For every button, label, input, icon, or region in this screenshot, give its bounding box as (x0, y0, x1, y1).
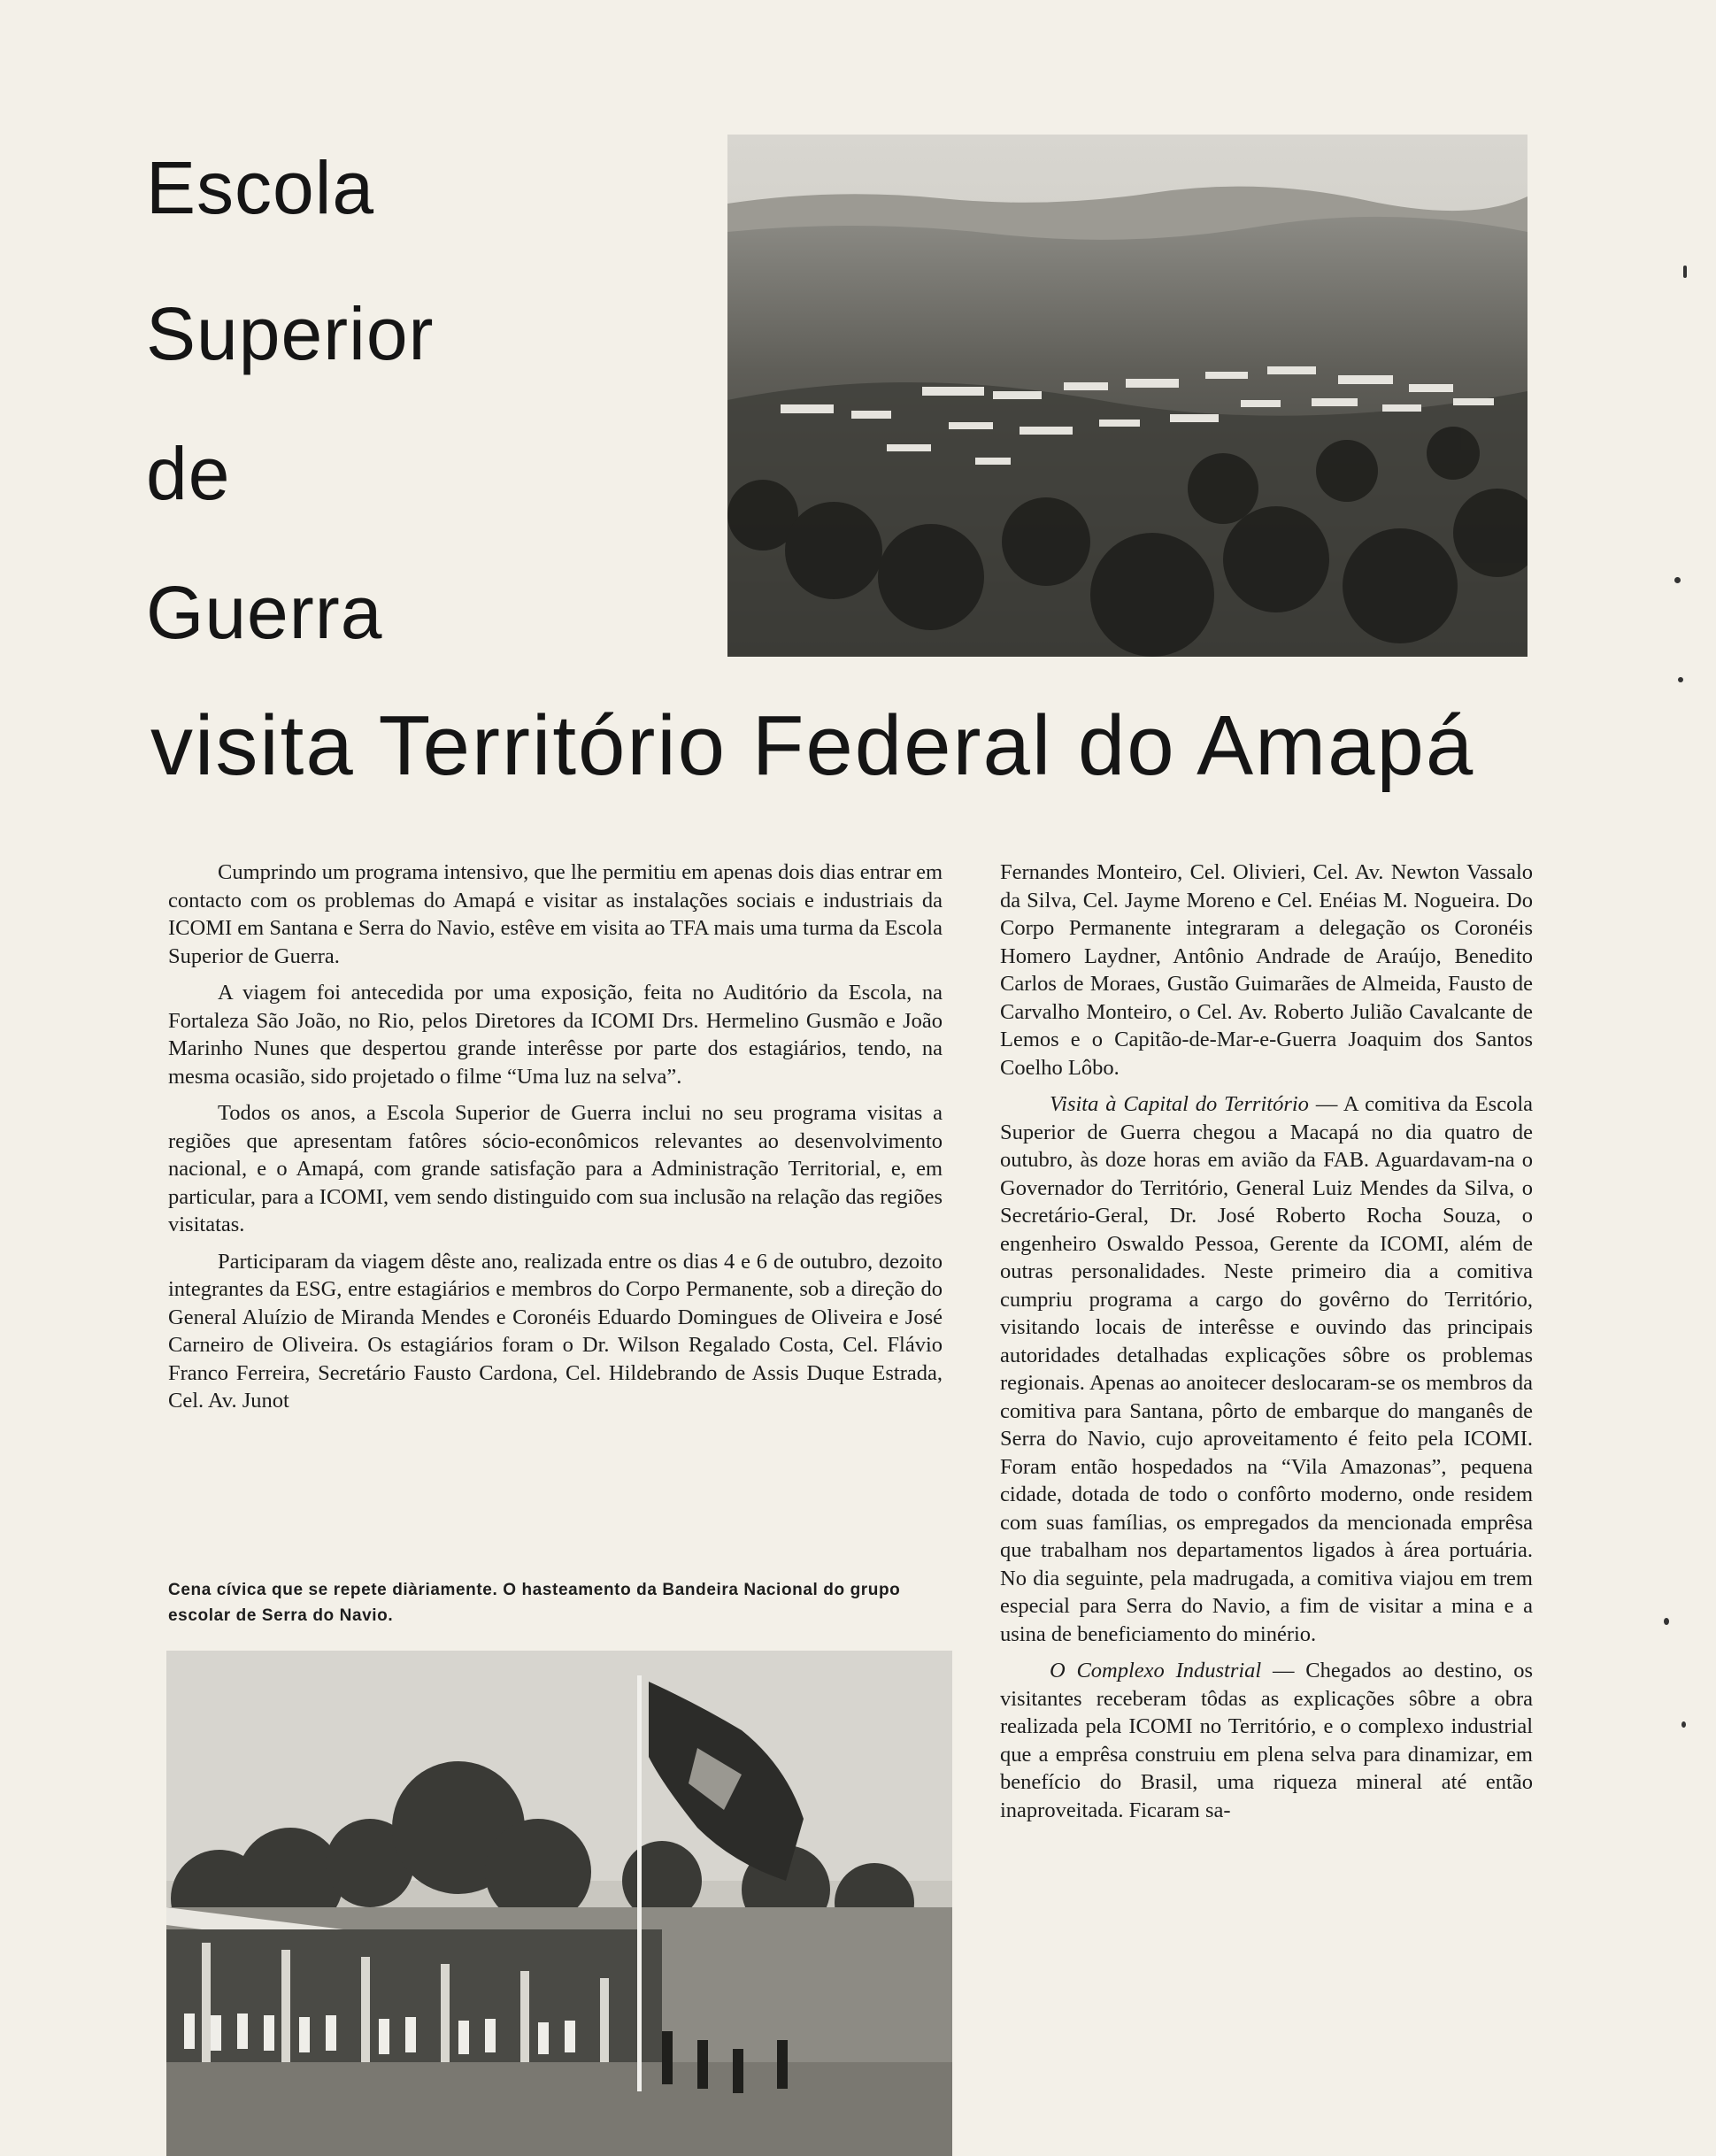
scan-speck (1674, 577, 1681, 583)
paragraph: Cumprindo um programa intensivo, que lhe permitiu em apenas dois dias entrar em contacto com os problemas do Amapá e visitar as instalações sociais e industriais da ICOMI em Santana e Serra do Navio, estêve em visita ao TFA mais uma turma da Escola Superior de Guerra. (168, 860, 943, 968)
photo-caption: Cena cívica que se repete diàriamente. O hasteamento da Bandeira Nacional do grupo escolar de Serra do Navio. (168, 1581, 901, 1625)
title-line-3: de (146, 432, 231, 515)
paragraph: Todos os anos, a Escola Superior de Guerra inclui no seu programa visitas a regiões que apresentam fatôres sócio-econômicos relevantes ao desenvolvimento nacional, e o Amapá, com grande satisfação para a Administração Territorial, e, em particular, para a ICOMI, vem sendo distinguido com sua inclusão na relação das regiões visitatas. (168, 1101, 943, 1236)
paragraph (1000, 1090, 1533, 1648)
headline: visita Território Federal do Amapá (150, 698, 1475, 793)
paragraph: Fernandes Monteiro, Cel. Olivieri, Cel. Av. Newton Vassalo da Silva, Cel. Jayme Moreno e Cel. Enéias M. Nogueira. Do Corpo Permanente integraram a delegação os Coronéis Homero Laydner, Antônio Andrade de Araújo, Benedito Carlos de Moraes, Gustão Guimarães de Almeida, Fausto de Carvalho Monteiro, o Cel. Av. Roberto Julião Cavalcante de Lemos e o Capitão-de-Mar-e-Guerra Joaquim dos Santos Coelho Lôbo. (1000, 860, 1533, 1080)
flag-ceremony-icon (166, 1651, 952, 2156)
section-heading: Visita à Capital do Território (1050, 1092, 1309, 1116)
paragraph: A viagem foi antecedida por uma exposição, feita no Auditório da Escola, na Fortaleza São João, no Rio, pelos Diretores da ICOMI Drs. Hermelino Gusmão e João Marinho Nunes que despertou grande interêsse por parte dos estagiários, tendo, na mesma ocasião, sido projetado o filme “Uma luz na selva”. (168, 981, 943, 1089)
title-line-1: Escola (146, 146, 375, 229)
left-column (168, 859, 943, 1424)
scan-speck (1683, 266, 1687, 278)
scan-speck (1664, 1618, 1669, 1625)
title-line-4: Guerra (146, 571, 383, 654)
title-line-2: Superior (146, 292, 435, 375)
paragraph-text: — Chegados ao destino, os visitantes receberam tôdas as explicações sôbre a obra realizada pela ICOMI no Território, e o complexo industrial que a emprêsa construiu em plena selva para dinamizar, em benefício do Brasil, uma riqueza mineral até então inaproveitada. Ficaram sa- (1000, 1659, 1534, 1822)
flag-ceremony-photo (166, 1651, 952, 2156)
scan-speck (1681, 1721, 1686, 1728)
right-column (1000, 859, 1533, 1833)
aerial-landscape-icon (727, 135, 1527, 657)
paragraph (1000, 1657, 1533, 1824)
aerial-landscape-photo (727, 135, 1527, 657)
paragraph: Participaram da viagem dêste ano, realizada entre os dias 4 e 6 de outubro, dezoito integrantes da ESG, entre estagiários e membros do Corpo Permanente, sob a direção do General Aluízio de Miranda Mendes e Coronéis Eduardo Domingues de Oliveira e José Carneiro de Oliveira. Os estagiários foram o Dr. Wilson Regalado Costa, Cel. Flávio Franco Ferreira, Secretário Fausto Cardona, Cel. Hildebrando de Assis Duque Estrada, Cel. Av. Junot (168, 1249, 943, 1413)
paragraph-text: — A comitiva da Escola Superior de Guerra chegou a Macapá no dia quatro de outubro, às doze horas em avião da FAB. Aguardavam-na o Governador do Território, General Luiz Mendes da Silva, o Secretário-Geral, Dr. José Roberto Rocha Souza, o engenheiro Oswaldo Pessoa, Gerente da ICOMI, além de outras personalidades. Neste primeiro dia a comitiva cumpriu programa a cargo do govêrno do Território, visitando locais de interêsse e ouvindo das principais autoridades detalhadas explicações sôbre os problemas regionais. Apenas ao anoitecer deslocaram-se os membros da comitiva para Santana, pôrto de embarque do manganês de Serra do Navio, cujo aproveitamento é feito pela ICOMI. Foram então hospedados na “Vila Amazonas”, pequena cidade, dotada de todo o confôrto moderno, onde residem com suas famílias, os empregados da mencionada emprêsa que trabalham nos departamentos ligados à área portuária. No dia seguinte, pela madrugada, a comitiva viajou em trem especial para Serra do Navio, a fim de visitar a mina e a usina de beneficiamento do minério. (1000, 1092, 1534, 1646)
scan-speck (1678, 677, 1683, 682)
section-heading: O Complexo Industrial (1050, 1659, 1262, 1682)
